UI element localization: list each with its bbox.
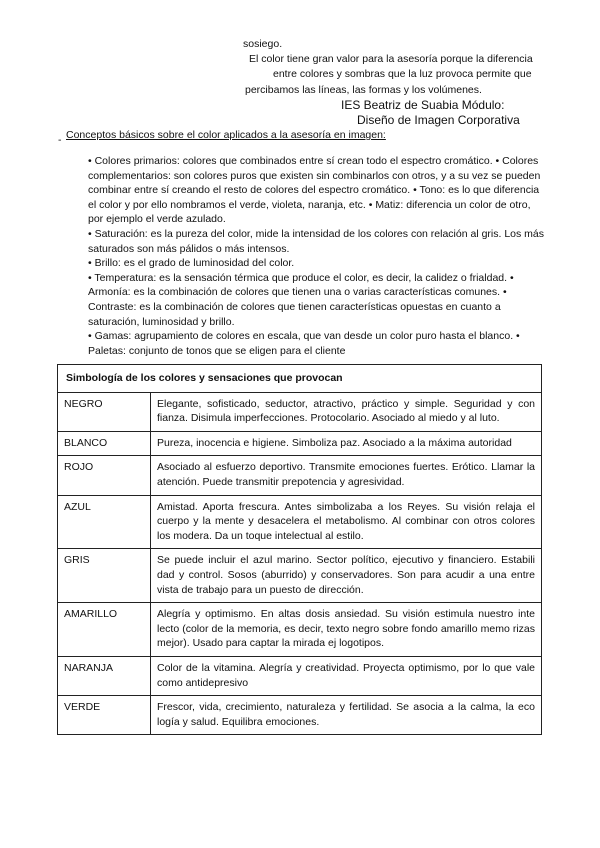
color-name: AMARILLO	[58, 603, 151, 657]
color-name: AZUL	[58, 495, 151, 549]
concepts-list	[88, 154, 546, 358]
table-row	[58, 696, 542, 735]
text-line-entre-colores: entre colores y sombras que la luz provoca permite que	[273, 68, 532, 80]
table-row	[58, 495, 542, 549]
color-description: Elegante, sofisticado, seductor, atractivo, práctico y simple. Seguridad y con fianza. Disimula imperfecciones. Protocolario. Asociado al miedo y al luto.	[151, 392, 542, 431]
color-description: Frescor, vida, crecimiento, naturaleza y fertilidad. Se asocia a la calma, la eco logía y salud. Equilibra emociones.	[151, 696, 542, 735]
color-name: ROJO	[58, 456, 151, 495]
color-symbology-table	[57, 364, 542, 735]
table-row	[58, 456, 542, 495]
section-title: Conceptos básicos sobre el color aplicados a la asesoría en imagen:	[66, 129, 386, 141]
color-name: BLANCO	[58, 431, 151, 456]
text-line-percibamos: percibamos las líneas, las formas y los volúmenes.	[245, 84, 482, 96]
section-marker: -	[58, 134, 62, 146]
list-item: • Saturación: es la pureza del color, mide la intensidad de los colores con relación al gris. Los más saturados son más pálidos o más intensos.	[88, 227, 545, 255]
color-description: Alegría y optimismo. En altas dosis ansiedad. Su visión estimula nuestro inte lecto (color de la memoria, es decir, texto negro sobre fondo amarillo memo rizas mejor). Usado para captar la mirada ej logotipos.	[151, 603, 542, 657]
color-description: Pureza, inocencia e higiene. Simboliza paz. Asociado a la máxima autoridad	[151, 431, 542, 456]
list-item: • Colores primarios: colores que combinados entre sí crean todo el espectro cromático. • Colores complementarios: son colores puros que existen sin combinarlos con otros, y a su vez se pueden combinar entre sí creando el resto de colores del espectro cromático. • Tono: es lo que diferencia el color y por ello nombramos el verde, violeta, naranja, etc. • Matiz: diferencia un color de otro, por ejemplo el verde azulado.	[88, 155, 541, 226]
list-item: • Brillo: es el grado de luminosidad del color.	[88, 257, 295, 270]
color-name: VERDE	[58, 696, 151, 735]
color-description: Se puede incluir el azul marino. Sector político, ejecutivo y financiero. Estabili dad y control. Sosos (aburrido) y conservadores. Son para acudir a una entre vista de trabajo para un puesto de dirección.	[151, 549, 542, 603]
text-line-color-valor: El color tiene gran valor para la asesoría porque la diferencia	[249, 53, 533, 65]
table-row	[58, 603, 542, 657]
color-name: GRIS	[58, 549, 151, 603]
list-item: • Temperatura: es la sensación térmica que produce el color, es decir, la calidez o frialdad. • Armonía: es la combinación de colores que tienen una o varias características comunes. • Contraste: es la combinación de colores que tienen características opuestas en cuanto a saturación, luminosidad y brillo.	[88, 271, 514, 328]
header-institution: IES Beatriz de Suabia Módulo:	[341, 98, 505, 112]
table-header-row	[58, 365, 542, 393]
list-item: • Gamas: agrupamiento de colores en escala, que van desde un color puro hasta el blanco. • Paletas: conjunto de tonos que se eligen para el cliente	[88, 330, 520, 357]
header-module: Diseño de Imagen Corporativa	[357, 113, 520, 127]
table-row	[58, 431, 542, 456]
text-line-sosiego: sosiego.	[243, 38, 283, 50]
table-row	[58, 392, 542, 431]
table-title: Simbología de los colores y sensaciones que provocan	[58, 365, 542, 393]
table-row	[58, 656, 542, 695]
color-name: NEGRO	[58, 392, 151, 431]
table-row	[58, 549, 542, 603]
color-description: Amistad. Aporta frescura. Antes simbolizaba a los Reyes. Su visión relaja el cuerpo y la mente y desacelera el metabolismo. Al combinar con otros colores los modera. Da un toque intelectual al estilo.	[151, 495, 542, 549]
color-description: Color de la vitamina. Alegría y creatividad. Proyecta optimismo, por lo que vale como antidepresivo	[151, 656, 542, 695]
color-description: Asociado al esfuerzo deportivo. Transmite emociones fuertes. Erótico. Llamar la atención. Puede transmitir prepotencia y agresividad.	[151, 456, 542, 495]
color-name: NARANJA	[58, 656, 151, 695]
